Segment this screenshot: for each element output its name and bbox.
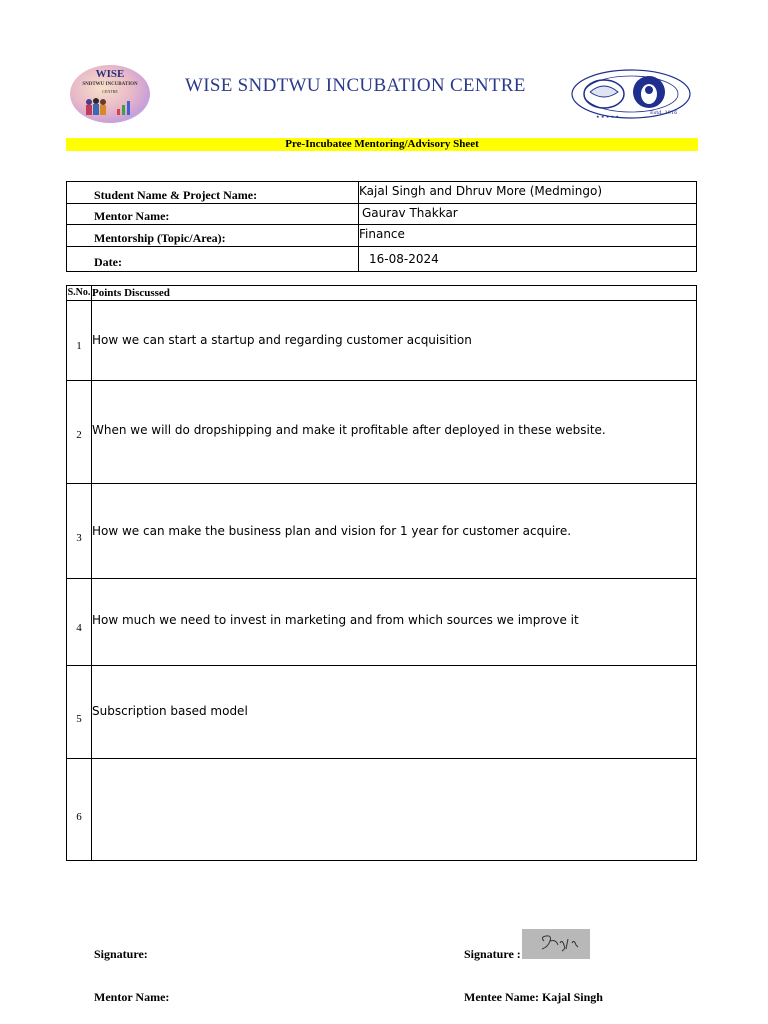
info-value-mentor: Gaurav Thakkar [359,204,697,225]
info-value-date: 16-08-2024 [359,247,697,272]
row-number: 2 [67,381,92,484]
info-row-date [67,247,697,272]
table-row [67,759,697,861]
info-row-mentor [67,204,697,225]
logo-sub-text-1: SNDTWU INCUBATION [82,82,138,87]
row-number: 5 [67,666,92,759]
seal-est-text: Estd. 1916 [650,110,678,116]
row-number: 4 [67,579,92,666]
row-text: When we will do dropshipping and make it profitable after deployed in these website. [92,381,697,484]
mentee-name-label: Mentee Name: Kajal Singh [464,990,603,1004]
row-text: Subscription based model [92,666,697,759]
row-text: How we can start a startup and regarding customer acquisition [92,301,697,381]
points-header-row [67,286,697,301]
info-row-topic [67,225,697,247]
info-value-student: Kajal Singh and Dhruv More (Medmingo) [359,182,697,204]
row-number: 3 [67,484,92,579]
info-label: Date: [67,247,359,272]
chart-icon [115,99,135,115]
row-text: How much we need to invest in marketing and from which sources we improve it [92,579,697,666]
logo-wise-text: WISE [95,68,125,80]
mentor-name-label: Mentor Name: [94,990,170,1004]
sndt-university-seal [570,68,692,120]
table-row [67,484,697,579]
row-text: How we can make the business plan and vision for 1 year for customer acquire. [92,484,697,579]
info-row-student [67,182,697,204]
row-number: 6 [67,759,92,861]
table-row [67,666,697,759]
people-icon [84,97,108,117]
points-header: Points Discussed [92,286,697,301]
mentee-signature-image [522,929,590,959]
info-label: Mentor Name: [67,204,359,225]
logo-sub-text-2: CENTRE [102,89,118,94]
points-table [66,285,697,861]
row-number: 1 [67,301,92,381]
table-row [67,579,697,666]
info-table [66,181,697,272]
page-title: WISE SNDTWU INCUBATION CENTRE [185,75,526,96]
table-row [67,381,697,484]
table-row [67,301,697,381]
sheet-title: Pre-Incubatee Mentoring/Advisory Sheet [285,138,479,150]
info-label: Mentorship (Topic/Area): [67,225,359,247]
mentee-signature-label: Signature : [464,947,521,961]
mentor-signature-label: Signature: [94,947,148,961]
row-text [92,759,697,861]
info-value-topic: Finance [359,225,697,247]
wise-logo [70,65,150,123]
sno-header: S.No. [67,286,92,301]
info-label: Student Name & Project Name: [67,182,359,204]
svg-text:★ ★ ★ ★ ★: ★ ★ ★ ★ ★ [596,114,620,119]
